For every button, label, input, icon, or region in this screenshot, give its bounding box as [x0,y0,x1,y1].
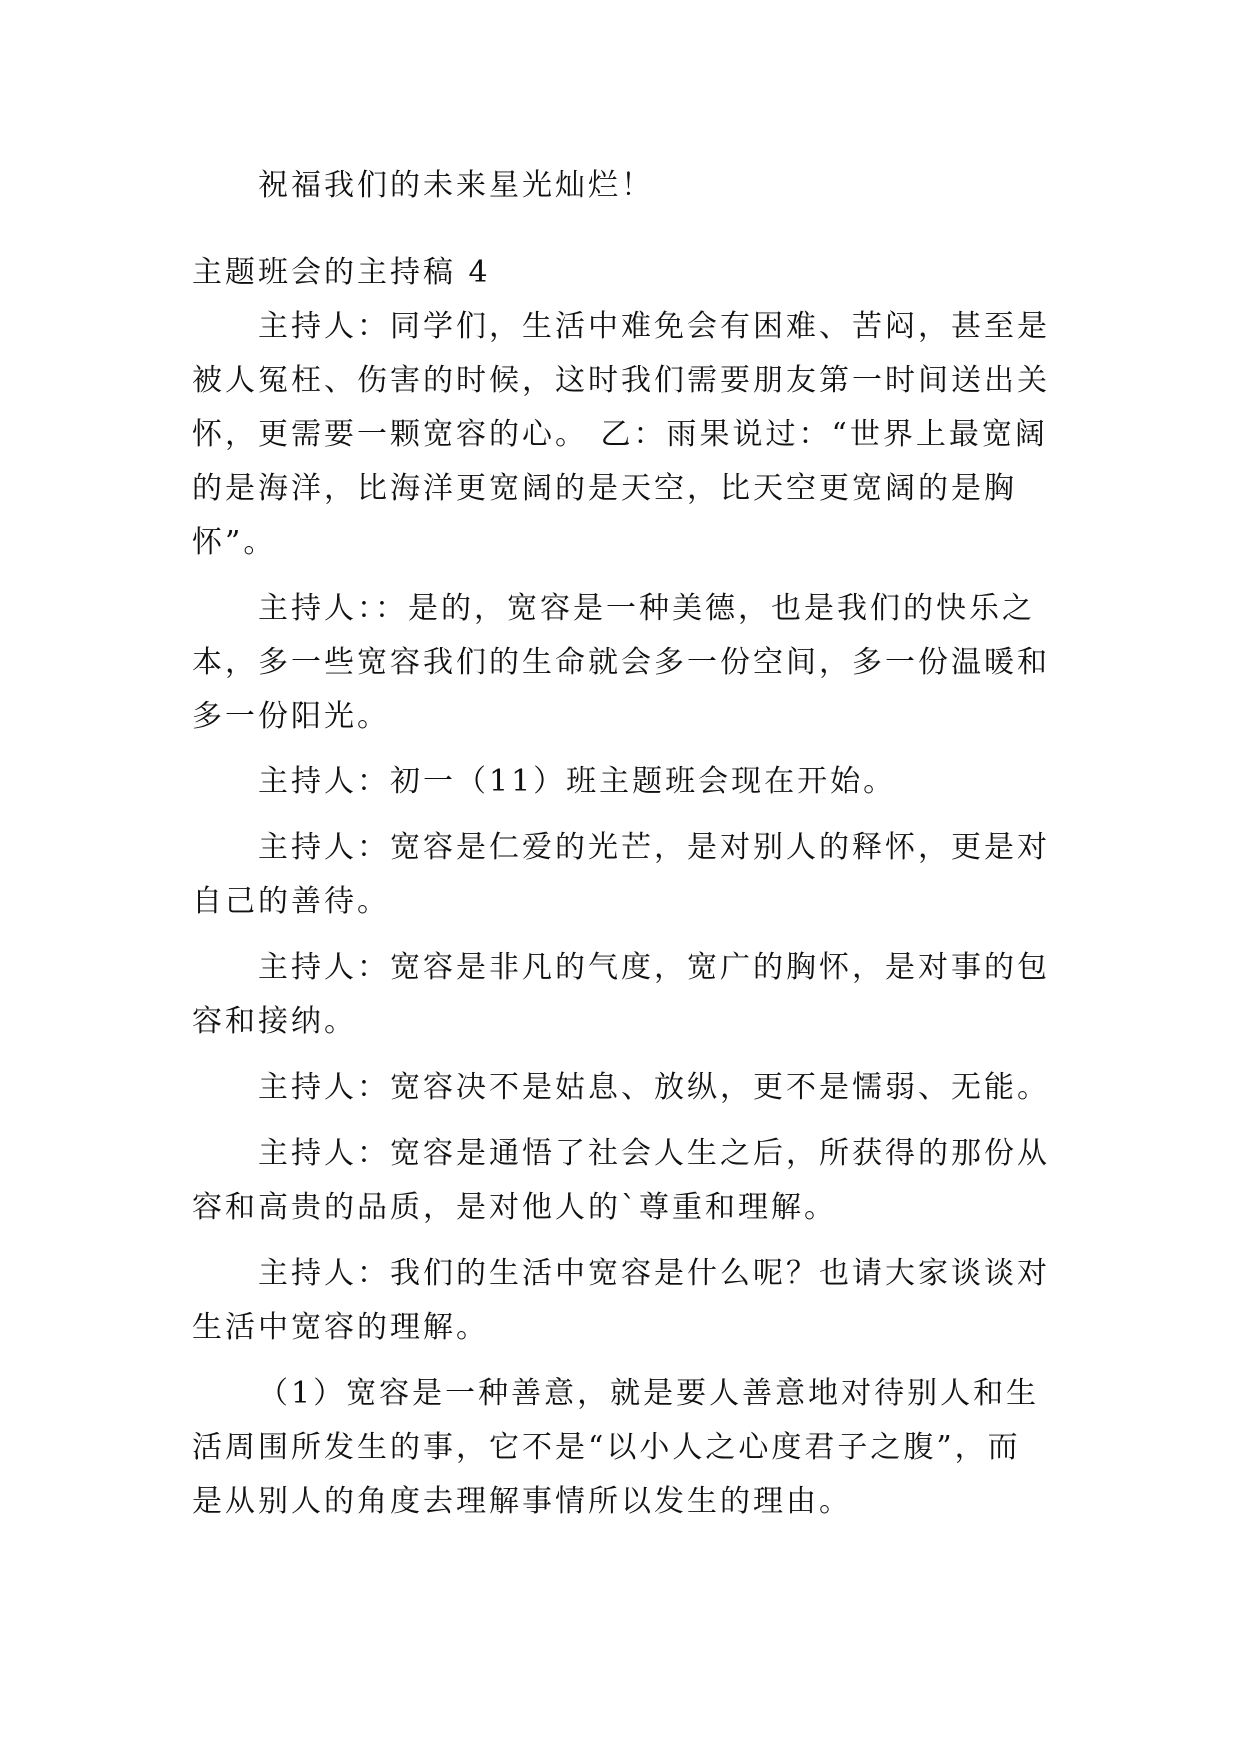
paragraph-3-line-1: 主持人：初一（11）班主题班会现在开始。 [258,764,897,799]
paragraph-9-line-1: （1）宽容是一种善意，就是要人善意地对待别人和生 [258,1376,1040,1411]
paragraph-2-line-2: 本，多一些宽容我们的生命就会多一份空间，多一份温暖和 [192,645,1050,680]
paragraph-1-line-1: 主持人：同学们，生活中难免会有困难、苦闷，甚至是 [258,309,1050,344]
paragraph-1-line-3: 怀，更需要一颗宽容的心。 乙：雨果说过：“世界上最宽阔 [192,417,1048,452]
paragraph-8-line-2: 生活中宽容的理解。 [192,1310,489,1345]
paragraph-7-line-2: 容和高贵的品质，是对他人的`尊重和理解。 [192,1190,837,1225]
paragraph-9-line-2: 活周围所发生的事，它不是“以小人之心度君子之腹”，而 [192,1430,1021,1465]
paragraph-1-line-4: 的是海洋，比海洋更宽阔的是天空，比天空更宽阔的是胸 [192,471,1017,506]
paragraph-2-line-1: 主持人：：是的，宽容是一种美德，也是我们的快乐之 [258,591,1035,626]
closing-line: 祝福我们的未来星光灿烂！ [258,168,654,203]
paragraph-5-line-1: 主持人：宽容是非凡的气度，宽广的胸怀，是对事的包 [258,950,1050,985]
paragraph-2-line-3: 多一份阳光。 [192,699,390,734]
paragraph-4-line-2: 自己的善待。 [192,884,390,919]
paragraph-1-line-5: 怀”。 [192,525,277,560]
paragraph-4-line-1: 主持人：宽容是仁爱的光芒，是对别人的释怀，更是对 [258,830,1050,865]
paragraph-1-line-2: 被人冤枉、伤害的时候，这时我们需要朋友第一时间送出关 [192,363,1050,398]
paragraph-9-line-3: 是从别人的角度去理解事情所以发生的理由。 [192,1484,852,1519]
paragraph-8-line-1: 主持人：我们的生活中宽容是什么呢？也请大家谈谈对 [258,1256,1050,1291]
paragraph-6-line-1: 主持人：宽容决不是姑息、放纵，更不是懦弱、无能。 [258,1070,1050,1105]
section-heading: 主题班会的主持稿 4 [192,255,491,290]
paragraph-5-line-2: 容和接纳。 [192,1004,357,1039]
paragraph-7-line-1: 主持人：宽容是通悟了社会人生之后，所获得的那份从 [258,1136,1050,1171]
